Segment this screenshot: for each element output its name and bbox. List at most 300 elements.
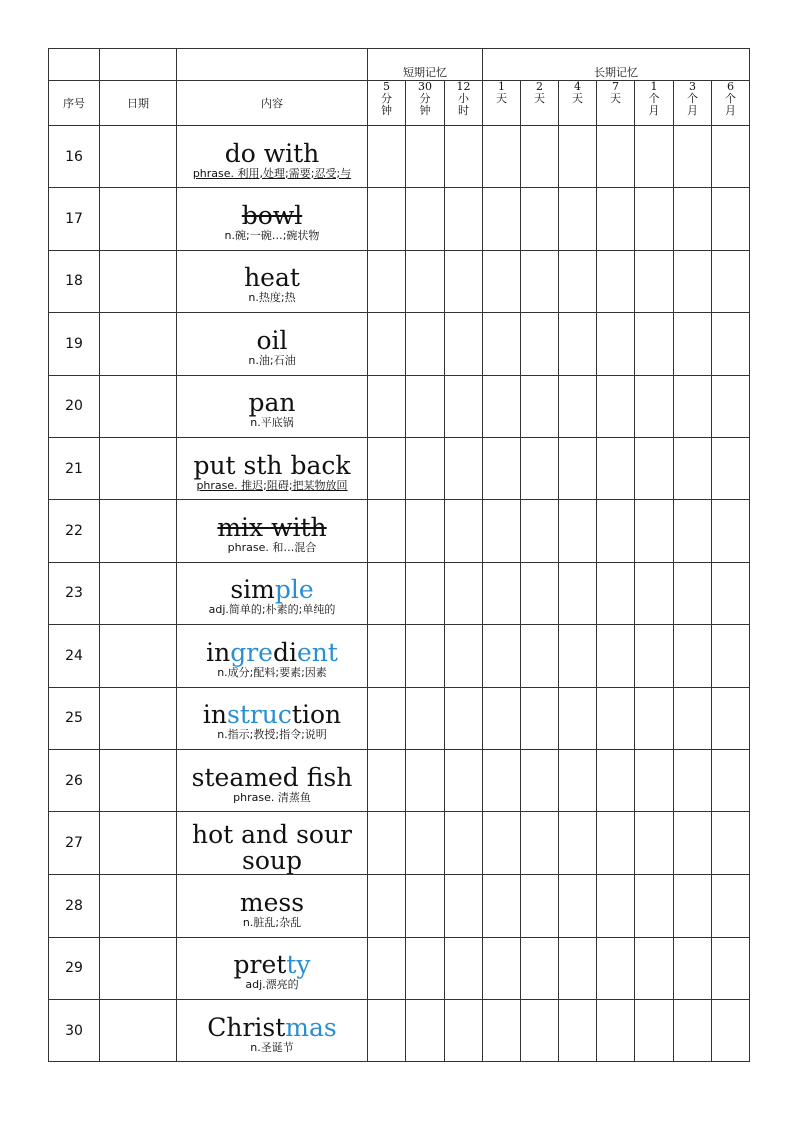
interval-label-part: 5: [383, 80, 390, 93]
review-checkbox-cell[interactable]: [712, 749, 750, 811]
interval-label-part: 1: [498, 80, 505, 93]
review-checkbox-cell[interactable]: [712, 937, 750, 999]
long-interval-header: [559, 81, 597, 126]
highlighted-syllable: ent: [296, 637, 338, 667]
table-row: [49, 313, 750, 375]
vocab-word: [177, 1008, 367, 1041]
review-checkbox-cell[interactable]: [597, 687, 635, 749]
interval-label-part: 月: [687, 104, 698, 117]
word-segment: mess: [239, 887, 305, 917]
review-checkbox-cell[interactable]: [597, 437, 635, 499]
word-segment: hot and sour soup: [191, 820, 353, 875]
review-checkbox-cell[interactable]: [674, 875, 712, 937]
vocab-word: [177, 134, 367, 167]
word-meaning: phrase. 清蒸鱼: [233, 790, 311, 804]
highlighted-syllable: ty: [286, 950, 311, 980]
review-checkbox-cell[interactable]: [674, 1000, 712, 1062]
content-cell: [177, 687, 368, 749]
long-interval-header: [483, 81, 521, 126]
date-cell[interactable]: [100, 812, 177, 875]
content-cell: [177, 375, 368, 437]
word-segment: pret: [233, 950, 287, 980]
review-checkbox-cell[interactable]: [445, 687, 483, 749]
review-checkbox-cell[interactable]: [635, 375, 674, 437]
review-checkbox-cell[interactable]: [483, 812, 521, 875]
review-checkbox-cell[interactable]: [406, 937, 445, 999]
interval-label-part: 天: [572, 92, 583, 105]
date-cell[interactable]: [100, 437, 177, 499]
review-checkbox-cell[interactable]: [635, 812, 674, 875]
content-cell: [177, 313, 368, 375]
review-checkbox-cell[interactable]: [635, 313, 674, 375]
review-checkbox-cell[interactable]: [712, 625, 750, 687]
review-checkbox-cell[interactable]: [597, 812, 635, 875]
review-checkbox-cell[interactable]: [521, 625, 559, 687]
review-checkbox-cell[interactable]: [483, 313, 521, 375]
review-checkbox-cell[interactable]: [597, 625, 635, 687]
interval-label-part: 月: [725, 104, 737, 117]
date-cell[interactable]: [100, 749, 177, 811]
date-cell[interactable]: [100, 687, 177, 749]
review-checkbox-cell[interactable]: [483, 937, 521, 999]
review-checkbox-cell[interactable]: [368, 437, 406, 499]
long-interval-header: [597, 81, 635, 126]
date-cell[interactable]: [100, 313, 177, 375]
interval-label-part: 天: [496, 92, 507, 105]
review-checkbox-cell[interactable]: [406, 812, 445, 875]
review-checkbox-cell[interactable]: [597, 937, 635, 999]
review-checkbox-cell[interactable]: [445, 937, 483, 999]
word-meaning: adj.漂亮的: [245, 978, 299, 992]
word-meaning: phrase. 和…混合: [227, 541, 317, 555]
review-checkbox-cell[interactable]: [406, 562, 445, 624]
review-checkbox-cell[interactable]: [674, 313, 712, 375]
review-checkbox-cell[interactable]: [521, 562, 559, 624]
word-meaning: n.成分;配料;要素;因素: [217, 665, 327, 679]
review-checkbox-cell[interactable]: [406, 250, 445, 312]
review-checkbox-cell[interactable]: [445, 313, 483, 375]
review-checkbox-cell[interactable]: [368, 687, 406, 749]
review-checkbox-cell[interactable]: [445, 749, 483, 811]
content-cell: [177, 749, 368, 811]
date-cell[interactable]: [100, 126, 177, 188]
row-number: 23: [49, 562, 100, 624]
row-number: 19: [49, 313, 100, 375]
review-checkbox-cell[interactable]: [559, 687, 597, 749]
interval-label-part: 个: [687, 92, 698, 105]
review-checkbox-cell[interactable]: [559, 937, 597, 999]
table-row: [49, 749, 750, 811]
table-row: [49, 126, 750, 188]
word-meaning: n.指示;教授;指令;说明: [217, 728, 327, 742]
review-checkbox-cell[interactable]: [712, 500, 750, 562]
review-checkbox-cell[interactable]: [483, 500, 521, 562]
review-checkbox-cell[interactable]: [712, 375, 750, 437]
vocab-word: [177, 695, 367, 728]
review-checkbox-cell[interactable]: [406, 126, 445, 188]
date-header: 日期: [100, 81, 177, 126]
review-checkbox-cell[interactable]: [559, 1000, 597, 1062]
review-checkbox-cell[interactable]: [406, 625, 445, 687]
interval-label-part: 6: [727, 80, 735, 93]
review-checkbox-cell[interactable]: [597, 126, 635, 188]
row-number: 28: [49, 875, 100, 937]
review-checkbox-cell[interactable]: [445, 188, 483, 250]
table-row: [49, 562, 750, 624]
date-cell[interactable]: [100, 375, 177, 437]
word-meaning: phrase. 推迟;阻碍;把某物放回: [196, 478, 348, 492]
date-cell[interactable]: [100, 937, 177, 999]
review-checkbox-cell[interactable]: [559, 250, 597, 312]
interval-label-part: 钟: [381, 104, 392, 117]
review-checkbox-cell[interactable]: [521, 188, 559, 250]
table-row: [49, 250, 750, 312]
word-meaning: adj.简单的;朴素的;单纯的: [208, 603, 336, 617]
review-checkbox-cell[interactable]: [483, 625, 521, 687]
review-checkbox-cell[interactable]: [674, 937, 712, 999]
review-checkbox-cell[interactable]: [674, 250, 712, 312]
review-checkbox-cell[interactable]: [406, 375, 445, 437]
interval-label-part: 1: [650, 80, 658, 93]
review-checkbox-cell[interactable]: [635, 500, 674, 562]
vocab-word: [177, 758, 367, 791]
review-checkbox-cell[interactable]: [597, 313, 635, 375]
interval-label-part: 12: [456, 80, 471, 93]
row-number: 26: [49, 749, 100, 811]
word-segment: put sth back: [193, 450, 351, 480]
review-checkbox-cell[interactable]: [445, 625, 483, 687]
review-checkbox-cell[interactable]: [635, 749, 674, 811]
review-checkbox-cell[interactable]: [597, 500, 635, 562]
content-cell: [177, 562, 368, 624]
content-cell: [177, 625, 368, 687]
row-number: 25: [49, 687, 100, 749]
review-checkbox-cell[interactable]: [483, 875, 521, 937]
date-cell[interactable]: [100, 1000, 177, 1062]
table-row: [49, 812, 750, 875]
vocab-word: [177, 446, 367, 479]
review-checkbox-cell[interactable]: [635, 875, 674, 937]
review-checkbox-cell[interactable]: [406, 188, 445, 250]
review-checkbox-cell[interactable]: [368, 250, 406, 312]
review-checkbox-cell[interactable]: [406, 437, 445, 499]
review-checkbox-cell[interactable]: [406, 313, 445, 375]
review-checkbox-cell[interactable]: [712, 687, 750, 749]
table-row: [49, 1000, 750, 1062]
word-meaning: n.圣诞节: [250, 1040, 294, 1054]
review-checkbox-cell[interactable]: [368, 126, 406, 188]
review-checkbox-cell[interactable]: [674, 625, 712, 687]
interval-label-part: 时: [458, 104, 469, 117]
date-cell[interactable]: [100, 875, 177, 937]
content-cell: [177, 126, 368, 188]
word-segment: pan: [248, 388, 296, 418]
review-checkbox-cell[interactable]: [521, 812, 559, 875]
interval-label-part: 4: [574, 80, 581, 93]
review-checkbox-cell[interactable]: [483, 437, 521, 499]
review-checkbox-cell[interactable]: [674, 375, 712, 437]
date-cell[interactable]: [100, 250, 177, 312]
interval-label-part: 个: [648, 92, 660, 105]
review-checkbox-cell[interactable]: [559, 562, 597, 624]
content-cell: [177, 250, 368, 312]
review-checkbox-cell[interactable]: [559, 625, 597, 687]
date-cell[interactable]: [100, 625, 177, 687]
review-checkbox-cell[interactable]: [368, 500, 406, 562]
review-checkbox-cell[interactable]: [712, 1000, 750, 1062]
review-checkbox-cell[interactable]: [597, 749, 635, 811]
review-checkbox-cell[interactable]: [559, 500, 597, 562]
review-checkbox-cell[interactable]: [521, 687, 559, 749]
review-checkbox-cell[interactable]: [368, 562, 406, 624]
review-checkbox-cell[interactable]: [406, 687, 445, 749]
word-segment: in: [206, 637, 231, 667]
review-checkbox-cell[interactable]: [559, 437, 597, 499]
review-checkbox-cell[interactable]: [521, 126, 559, 188]
word-segment: do with: [224, 138, 320, 168]
word-segment: di: [272, 637, 297, 667]
review-checkbox-cell[interactable]: [521, 437, 559, 499]
content-header: 内容: [177, 81, 368, 126]
review-checkbox-cell[interactable]: [483, 375, 521, 437]
review-checkbox-cell[interactable]: [635, 1000, 674, 1062]
review-checkbox-cell[interactable]: [445, 500, 483, 562]
blank-cell: [177, 49, 368, 81]
review-checkbox-cell[interactable]: [712, 562, 750, 624]
review-checkbox-cell[interactable]: [521, 313, 559, 375]
long-interval-header: [635, 81, 674, 126]
table-row: [49, 875, 750, 937]
review-checkbox-cell[interactable]: [483, 1000, 521, 1062]
group-header-row: [49, 49, 750, 81]
review-checkbox-cell[interactable]: [368, 812, 406, 875]
vocab-word: [177, 383, 367, 416]
review-checkbox-cell[interactable]: [635, 250, 674, 312]
long-interval-header: [712, 81, 750, 126]
word-segment: in: [202, 700, 227, 730]
review-checkbox-cell[interactable]: [597, 875, 635, 937]
word-segment: tion: [291, 700, 342, 730]
interval-label-part: 分: [381, 92, 392, 105]
review-checkbox-cell[interactable]: [559, 126, 597, 188]
word-segment: sim: [230, 575, 275, 605]
review-checkbox-cell[interactable]: [445, 875, 483, 937]
review-checkbox-cell[interactable]: [368, 1000, 406, 1062]
vocab-word: [177, 812, 367, 874]
content-cell: [177, 1000, 368, 1062]
content-cell: [177, 875, 368, 937]
review-checkbox-cell[interactable]: [521, 375, 559, 437]
highlighted-syllable: ple: [274, 575, 314, 605]
word-segment: Christ: [207, 1012, 286, 1042]
review-checkbox-cell[interactable]: [483, 188, 521, 250]
review-checkbox-cell[interactable]: [406, 749, 445, 811]
review-checkbox-cell[interactable]: [712, 812, 750, 875]
review-checkbox-cell[interactable]: [674, 562, 712, 624]
highlighted-syllable: struc: [226, 700, 292, 730]
vocab-word: [177, 633, 367, 666]
content-cell: [177, 937, 368, 999]
review-checkbox-cell[interactable]: [406, 1000, 445, 1062]
date-cell[interactable]: [100, 500, 177, 562]
review-checkbox-cell[interactable]: [559, 812, 597, 875]
review-checkbox-cell[interactable]: [483, 250, 521, 312]
table-row: [49, 687, 750, 749]
review-checkbox-cell[interactable]: [445, 126, 483, 188]
content-cell: [177, 500, 368, 562]
row-number: 18: [49, 250, 100, 312]
review-checkbox-cell[interactable]: [483, 126, 521, 188]
word-meaning: n.热度;热: [248, 291, 296, 305]
row-number: 21: [49, 437, 100, 499]
blank-cell: [100, 49, 177, 81]
review-checkbox-cell[interactable]: [559, 375, 597, 437]
short-interval-header: [368, 81, 406, 126]
interval-label-part: 钟: [419, 104, 431, 117]
review-checkbox-cell[interactable]: [406, 500, 445, 562]
review-checkbox-cell[interactable]: [368, 937, 406, 999]
date-cell[interactable]: [100, 188, 177, 250]
review-checkbox-cell[interactable]: [368, 313, 406, 375]
review-checkbox-cell[interactable]: [674, 812, 712, 875]
table-row: [49, 500, 750, 562]
review-checkbox-cell[interactable]: [674, 188, 712, 250]
review-checkbox-cell[interactable]: [712, 188, 750, 250]
review-checkbox-cell[interactable]: [445, 250, 483, 312]
row-number: 16: [49, 126, 100, 188]
review-checkbox-cell[interactable]: [521, 1000, 559, 1062]
review-checkbox-cell[interactable]: [674, 749, 712, 811]
review-checkbox-cell[interactable]: [597, 188, 635, 250]
interval-label-part: 天: [610, 92, 621, 105]
vocab-word: [177, 321, 367, 354]
vocab-word: [177, 258, 367, 291]
review-checkbox-cell[interactable]: [635, 625, 674, 687]
highlighted-syllable: gre: [230, 637, 273, 667]
table-row: [49, 937, 750, 999]
review-checkbox-cell[interactable]: [483, 749, 521, 811]
review-checkbox-cell[interactable]: [559, 875, 597, 937]
review-checkbox-cell[interactable]: [521, 500, 559, 562]
interval-label-part: 7: [612, 80, 619, 93]
review-checkbox-cell[interactable]: [635, 937, 674, 999]
review-checkbox-cell[interactable]: [674, 500, 712, 562]
review-checkbox-cell[interactable]: [674, 437, 712, 499]
word-segment: steamed fish: [191, 762, 353, 792]
table-row: [49, 437, 750, 499]
content-cell: [177, 188, 368, 250]
table-row: [49, 625, 750, 687]
word-meaning: n.平底锅: [250, 416, 294, 430]
review-checkbox-cell[interactable]: [521, 875, 559, 937]
vocab-word: [177, 570, 367, 603]
review-checkbox-cell[interactable]: [445, 1000, 483, 1062]
review-checkbox-cell[interactable]: [674, 687, 712, 749]
review-checkbox-cell[interactable]: [712, 250, 750, 312]
review-checkbox-cell[interactable]: [597, 1000, 635, 1062]
review-checkbox-cell[interactable]: [635, 562, 674, 624]
review-checkbox-cell[interactable]: [674, 126, 712, 188]
review-checkbox-cell[interactable]: [635, 188, 674, 250]
vocab-word: [177, 883, 367, 916]
short-term-header: 短期记忆: [368, 49, 483, 81]
review-checkbox-cell[interactable]: [483, 562, 521, 624]
row-number: 30: [49, 1000, 100, 1062]
review-checkbox-cell[interactable]: [635, 687, 674, 749]
table-row: [49, 188, 750, 250]
vocab-word: [177, 196, 367, 229]
row-number: 22: [49, 500, 100, 562]
vocab-word: [177, 508, 367, 541]
review-checkbox-cell[interactable]: [635, 126, 674, 188]
review-checkbox-cell[interactable]: [559, 188, 597, 250]
interval-label-part: 个: [725, 92, 737, 105]
blank-cell: [49, 49, 100, 81]
review-checkbox-cell[interactable]: [597, 562, 635, 624]
review-checkbox-cell[interactable]: [712, 875, 750, 937]
review-checkbox-cell[interactable]: [712, 313, 750, 375]
interval-label-part: 小: [458, 92, 469, 105]
review-checkbox-cell[interactable]: [445, 375, 483, 437]
review-checkbox-cell[interactable]: [559, 313, 597, 375]
review-checkbox-cell[interactable]: [406, 875, 445, 937]
review-checkbox-cell[interactable]: [521, 250, 559, 312]
interval-label-part: 30: [418, 80, 432, 93]
long-interval-header: [521, 81, 559, 126]
review-checkbox-cell[interactable]: [445, 437, 483, 499]
content-cell: [177, 437, 368, 499]
table-row: [49, 375, 750, 437]
review-checkbox-cell[interactable]: [597, 250, 635, 312]
memory-table: [48, 48, 750, 1062]
content-cell: [177, 812, 368, 875]
review-checkbox-cell[interactable]: [597, 375, 635, 437]
word-segment: bowl: [241, 201, 303, 231]
interval-label-part: 月: [648, 104, 660, 117]
row-number: 20: [49, 375, 100, 437]
row-number: 27: [49, 812, 100, 875]
index-header: 序号: [49, 81, 100, 126]
short-interval-header: [406, 81, 445, 126]
interval-label-part: 天: [534, 92, 545, 105]
row-number: 24: [49, 625, 100, 687]
review-checkbox-cell[interactable]: [368, 875, 406, 937]
review-checkbox-cell[interactable]: [368, 625, 406, 687]
review-checkbox-cell[interactable]: [368, 375, 406, 437]
review-checkbox-cell[interactable]: [368, 749, 406, 811]
interval-label-part: 3: [689, 80, 696, 93]
word-segment: oil: [256, 325, 288, 355]
review-checkbox-cell[interactable]: [521, 749, 559, 811]
interval-label-part: 2: [536, 80, 543, 93]
review-checkbox-cell[interactable]: [483, 687, 521, 749]
row-number: 17: [49, 188, 100, 250]
review-checkbox-cell[interactable]: [368, 188, 406, 250]
date-cell[interactable]: [100, 562, 177, 624]
word-meaning: n.脏乱;杂乱: [242, 915, 302, 929]
review-checkbox-cell[interactable]: [559, 749, 597, 811]
word-meaning: n.碗;一碗…;碗状物: [224, 229, 320, 243]
review-checkbox-cell[interactable]: [445, 562, 483, 624]
vocab-word: [177, 945, 367, 978]
review-checkbox-cell[interactable]: [521, 937, 559, 999]
review-checkbox-cell[interactable]: [635, 437, 674, 499]
review-checkbox-cell[interactable]: [712, 437, 750, 499]
review-checkbox-cell[interactable]: [445, 812, 483, 875]
review-checkbox-cell[interactable]: [712, 126, 750, 188]
long-term-header: 长期记忆: [483, 49, 750, 81]
short-interval-header: [445, 81, 483, 126]
